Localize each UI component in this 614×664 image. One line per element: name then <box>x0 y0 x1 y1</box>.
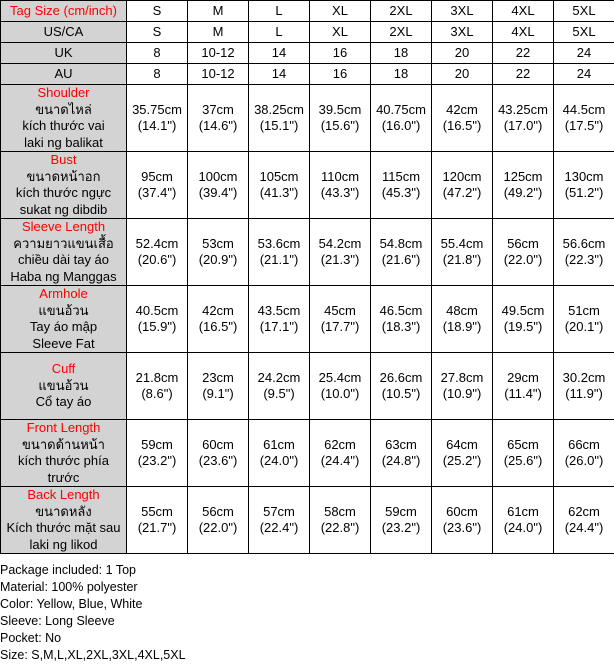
value-inch: (14.1") <box>137 118 177 133</box>
value-inch: (47.2") <box>442 185 482 200</box>
value-inch: (8.6") <box>141 386 173 401</box>
measurement-value-cell <box>310 85 371 152</box>
measurement-value-cell <box>432 487 493 554</box>
measurement-label <box>1 219 127 286</box>
value-inch: (25.2") <box>442 453 482 468</box>
size-cell: 8 <box>127 64 188 85</box>
size-cell: 18 <box>371 43 432 64</box>
size-header-row <box>1 1 614 22</box>
measurement-value-cell <box>432 85 493 152</box>
measurement-value-cell <box>310 487 371 554</box>
value-cm: 58cm <box>324 504 356 519</box>
value-inch: (21.3") <box>320 252 360 267</box>
measurement-value-cell <box>249 420 310 487</box>
value-cm: 100cm <box>198 169 238 184</box>
measurement-translation: kích thước vai <box>22 118 105 133</box>
measurement-value-cell <box>188 487 249 554</box>
value-cm: 51cm <box>568 303 600 318</box>
measurement-name: Back Length <box>27 487 100 502</box>
size-system-label: US/CA <box>1 22 127 43</box>
measurement-name: Front Length <box>26 420 101 435</box>
value-cm: 53cm <box>202 236 234 251</box>
measurement-value-cell <box>310 219 371 286</box>
value-cm: 23cm <box>202 370 234 385</box>
measurement-value-cell <box>493 219 554 286</box>
measurement-name: Shoulder <box>37 85 90 100</box>
measurement-name: Cuff <box>51 361 76 377</box>
measurement-value-cell <box>493 420 554 487</box>
value-cm: 56cm <box>202 504 234 519</box>
measurement-value-cell <box>188 152 249 219</box>
measurement-value-cell <box>127 85 188 152</box>
value-inch: (10.5") <box>381 386 421 401</box>
value-cm: 105cm <box>259 169 299 184</box>
value-inch: (24.8") <box>381 453 421 468</box>
value-inch: (20.9") <box>198 252 238 267</box>
size-cell: 22 <box>493 43 554 64</box>
note-line: Material: 100% polyester <box>0 580 138 594</box>
value-cm: 61cm <box>263 437 295 452</box>
measurement-value-cell <box>127 353 188 420</box>
value-inch: (17.0") <box>503 118 543 133</box>
value-cm: 125cm <box>503 169 543 184</box>
value-cm: 26.6cm <box>379 370 423 385</box>
size-cell: 10-12 <box>188 64 249 85</box>
value-cm: 42cm <box>202 303 234 318</box>
measurement-value-cell <box>249 85 310 152</box>
measurement-value-cell <box>493 487 554 554</box>
value-cm: 120cm <box>442 169 482 184</box>
measurement-value-cell <box>371 219 432 286</box>
measurement-value-cell <box>127 152 188 219</box>
value-cm: 42cm <box>446 102 478 117</box>
value-cm: 40.75cm <box>376 102 426 117</box>
measurement-value-cell <box>432 353 493 420</box>
size-cell: 4XL <box>493 22 554 43</box>
size-cell: S <box>127 22 188 43</box>
value-inch: (22.8") <box>320 520 360 535</box>
value-cm: 62cm <box>324 437 356 452</box>
value-inch: (11.9") <box>565 386 603 401</box>
value-cm: 44.5cm <box>562 102 606 117</box>
size-cell: 20 <box>432 43 493 64</box>
measurement-value-cell <box>310 353 371 420</box>
size-cell: 22 <box>493 64 554 85</box>
measurement-translation: Haba ng Manggas <box>10 268 117 284</box>
value-inch: (20.1") <box>564 319 604 334</box>
value-cm: 30.2cm <box>562 370 606 385</box>
value-inch: (17.7") <box>320 319 360 334</box>
value-inch: (22.0") <box>503 252 543 267</box>
measurement-value-cell <box>554 487 614 554</box>
size-cell: 16 <box>310 64 371 85</box>
measurement-value-cell <box>310 152 371 219</box>
measurement-row <box>1 286 614 353</box>
size-cell: M <box>188 1 249 22</box>
value-inch: (37.4") <box>137 185 177 200</box>
measurement-value-cell <box>310 286 371 353</box>
note-line: Color: Yellow, Blue, White <box>0 597 143 611</box>
value-inch: (49.2") <box>503 185 543 200</box>
value-inch: (21.8") <box>442 252 482 267</box>
value-inch: (21.7") <box>137 520 177 535</box>
measurement-value-cell <box>432 219 493 286</box>
value-inch: (18.9") <box>442 319 482 334</box>
value-inch: (16.5") <box>442 118 482 133</box>
value-inch: (45.3") <box>381 185 421 200</box>
size-cell: 10-12 <box>188 43 249 64</box>
measurement-value-cell <box>310 420 371 487</box>
measurement-value-cell <box>127 286 188 353</box>
value-inch: (23.6") <box>198 453 238 468</box>
value-inch: (21.1") <box>259 252 299 267</box>
measurement-value-cell <box>371 152 432 219</box>
value-cm: 61cm <box>507 504 539 519</box>
value-cm: 43.25cm <box>498 102 548 117</box>
value-cm: 130cm <box>564 169 604 184</box>
value-cm: 29cm <box>507 370 539 385</box>
value-cm: 59cm <box>385 504 417 519</box>
measurement-value-cell <box>188 85 249 152</box>
value-inch: (14.6") <box>198 118 238 133</box>
value-inch: (10.9") <box>442 386 482 401</box>
measurement-translation: Cổ tay áo <box>35 394 92 410</box>
value-cm: 115cm <box>381 169 421 184</box>
value-inch: (18.3") <box>381 319 421 334</box>
size-cell: 2XL <box>371 22 432 43</box>
value-cm: 24.2cm <box>257 370 301 385</box>
value-inch: (10.0") <box>320 386 360 401</box>
size-system-label: UK <box>1 43 127 64</box>
value-inch: (21.6") <box>381 252 421 267</box>
value-inch: (24.0") <box>503 520 543 535</box>
measurement-value-cell <box>371 487 432 554</box>
size-cell: 14 <box>249 64 310 85</box>
value-cm: 40.5cm <box>135 303 179 318</box>
value-cm: 65cm <box>507 437 539 452</box>
value-cm: 49.5cm <box>501 303 545 318</box>
value-inch: (24.4") <box>320 453 360 468</box>
value-cm: 55cm <box>141 504 173 519</box>
measurement-translation: ขนาดหลัง <box>35 503 92 519</box>
measurement-label <box>1 152 127 219</box>
value-cm: 64cm <box>446 437 478 452</box>
value-cm: 60cm <box>446 504 478 519</box>
size-cell: 8 <box>127 43 188 64</box>
value-inch: (9.1") <box>202 386 234 401</box>
value-cm: 66cm <box>568 437 600 452</box>
value-inch: (24.4") <box>564 520 604 535</box>
value-inch: (11.4") <box>504 386 542 401</box>
measurement-translation: ขนาดหน้าอก <box>26 168 101 184</box>
measurement-value-cell <box>188 420 249 487</box>
measurement-value-cell <box>188 286 249 353</box>
measurement-name: Bust <box>50 152 77 167</box>
measurement-translation: Kích thước mặt sau <box>6 520 121 535</box>
measurement-translation: ความยาวแขนเสื้อ <box>13 235 114 251</box>
value-cm: 38.25cm <box>254 102 304 117</box>
measurement-value-cell <box>249 487 310 554</box>
value-inch: (23.6") <box>442 520 482 535</box>
value-inch: (15.6") <box>320 118 360 133</box>
measurement-translation: sukat ng dibdib <box>19 201 108 217</box>
measurement-value-cell <box>554 286 614 353</box>
measurement-value-cell <box>371 420 432 487</box>
value-inch: (51.2") <box>564 185 604 200</box>
measurement-value-cell <box>554 152 614 219</box>
value-inch: (19.5") <box>503 319 543 334</box>
measurement-label <box>1 487 127 554</box>
value-cm: 59cm <box>141 437 173 452</box>
size-cell: 2XL <box>371 1 432 22</box>
value-cm: 25.4cm <box>318 370 362 385</box>
product-notes <box>0 562 186 664</box>
size-cell: L <box>249 22 310 43</box>
value-inch: (15.9") <box>137 319 177 334</box>
note-line: Sleeve: Long Sleeve <box>0 614 115 628</box>
value-inch: (20.6") <box>137 252 177 267</box>
size-cell: 24 <box>554 43 614 64</box>
value-cm: 35.75cm <box>132 102 182 117</box>
value-cm: 56cm <box>507 236 539 251</box>
measurement-value-cell <box>493 286 554 353</box>
value-cm: 55.4cm <box>440 236 484 251</box>
measurement-label <box>1 286 127 353</box>
value-cm: 39.5cm <box>318 102 362 117</box>
measurement-value-cell <box>371 85 432 152</box>
size-system-label: AU <box>1 64 127 85</box>
measurement-value-cell <box>554 420 614 487</box>
size-header-row <box>1 43 614 64</box>
size-cell: 14 <box>249 43 310 64</box>
value-cm: 45cm <box>324 303 356 318</box>
measurement-name: Armhole <box>39 286 88 301</box>
value-cm: 110cm <box>320 169 360 184</box>
size-cell: 3XL <box>432 22 493 43</box>
size-cell: 16 <box>310 43 371 64</box>
measurement-row <box>1 85 614 152</box>
measurement-row <box>1 219 614 286</box>
measurement-translation: kích thước phía <box>18 453 109 468</box>
size-cell: 5XL <box>554 1 614 22</box>
value-inch: (26.0") <box>564 453 604 468</box>
measurement-label <box>1 353 127 420</box>
measurement-translation: Sleeve Fat <box>32 335 95 351</box>
note-line: Pocket: No <box>0 631 62 645</box>
size-cell: 20 <box>432 64 493 85</box>
size-cell: XL <box>310 1 371 22</box>
value-inch: (9.5") <box>263 386 295 401</box>
measurement-label <box>1 85 127 152</box>
measurement-value-cell <box>371 286 432 353</box>
size-cell: 3XL <box>432 1 493 22</box>
size-header-row <box>1 64 614 85</box>
value-inch: (23.2") <box>137 453 177 468</box>
value-cm: 48cm <box>446 303 478 318</box>
measurement-value-cell <box>127 487 188 554</box>
measurement-value-cell <box>249 353 310 420</box>
value-inch: (17.5") <box>564 118 604 133</box>
value-cm: 63cm <box>385 437 417 452</box>
measurement-translation: ขนาดด้านหน้า <box>22 436 105 452</box>
measurement-value-cell <box>554 353 614 420</box>
measurement-row <box>1 487 614 554</box>
measurement-translation: chiều dài tay áo <box>17 252 110 267</box>
measurement-translation: แขนอ้วน <box>38 302 89 318</box>
size-cell: 18 <box>371 64 432 85</box>
value-inch: (22.4") <box>259 520 299 535</box>
value-inch: (15.1") <box>259 118 299 133</box>
measurement-value-cell <box>493 353 554 420</box>
size-cell: L <box>249 1 310 22</box>
measurement-value-cell <box>249 219 310 286</box>
measurement-value-cell <box>554 219 614 286</box>
size-system-label: Tag Size (cm/inch) <box>1 1 127 22</box>
value-cm: 52.4cm <box>135 236 179 251</box>
value-inch: (16.5") <box>198 319 238 334</box>
measurement-value-cell <box>188 353 249 420</box>
value-cm: 56.6cm <box>562 236 606 251</box>
measurement-name: Sleeve Length <box>21 219 106 234</box>
measurement-value-cell <box>432 286 493 353</box>
measurement-value-cell <box>249 152 310 219</box>
measurement-value-cell <box>432 420 493 487</box>
size-cell: XL <box>310 22 371 43</box>
measurement-value-cell <box>493 85 554 152</box>
value-inch: (43.3") <box>320 185 360 200</box>
value-cm: 54.2cm <box>318 236 362 251</box>
measurement-translation: แขนอ้วน <box>38 377 89 393</box>
size-cell: 4XL <box>493 1 554 22</box>
value-cm: 37cm <box>202 102 234 117</box>
size-header-row <box>1 22 614 43</box>
measurement-row <box>1 353 614 420</box>
value-inch: (23.2") <box>381 520 421 535</box>
measurement-value-cell <box>554 85 614 152</box>
value-inch: (41.3") <box>259 185 299 200</box>
size-cell: 5XL <box>554 22 614 43</box>
measurement-label <box>1 420 127 487</box>
measurement-row <box>1 152 614 219</box>
value-inch: (22.3") <box>564 252 604 267</box>
size-cell: M <box>188 22 249 43</box>
measurement-translation: ขนาดไหล่ <box>35 101 92 117</box>
note-line: Package included: 1 Top <box>0 563 136 577</box>
measurement-value-cell <box>493 152 554 219</box>
measurement-value-cell <box>371 353 432 420</box>
value-cm: 53.6cm <box>257 236 301 251</box>
measurement-translation: kích thước ngực <box>15 185 112 200</box>
value-inch: (22.0") <box>198 520 238 535</box>
measurement-value-cell <box>432 152 493 219</box>
measurement-translation: laki ng likod <box>29 536 98 552</box>
measurement-translation: Tay áo mập <box>29 319 98 334</box>
value-inch: (25.6") <box>503 453 543 468</box>
value-cm: 60cm <box>202 437 234 452</box>
value-inch: (17.1") <box>259 319 299 334</box>
measurement-translation: trước <box>47 469 80 485</box>
measurement-value-cell <box>188 219 249 286</box>
measurement-value-cell <box>127 420 188 487</box>
note-line: Size: S,M,L,XL,2XL,3XL,4XL,5XL <box>0 648 186 662</box>
value-cm: 27.8cm <box>440 370 484 385</box>
value-cm: 95cm <box>141 169 173 184</box>
size-cell: 24 <box>554 64 614 85</box>
value-cm: 62cm <box>568 504 600 519</box>
value-inch: (24.0") <box>259 453 299 468</box>
value-cm: 43.5cm <box>257 303 301 318</box>
value-cm: 46.5cm <box>379 303 423 318</box>
measurement-row <box>1 420 614 487</box>
value-cm: 54.8cm <box>379 236 423 251</box>
measurement-translation: laki ng balikat <box>24 134 103 150</box>
size-cell: S <box>127 1 188 22</box>
value-inch: (39.4") <box>198 185 238 200</box>
value-cm: 21.8cm <box>135 370 179 385</box>
measurement-value-cell <box>127 219 188 286</box>
measurement-value-cell <box>249 286 310 353</box>
value-cm: 57cm <box>263 504 295 519</box>
value-inch: (16.0") <box>381 118 421 133</box>
